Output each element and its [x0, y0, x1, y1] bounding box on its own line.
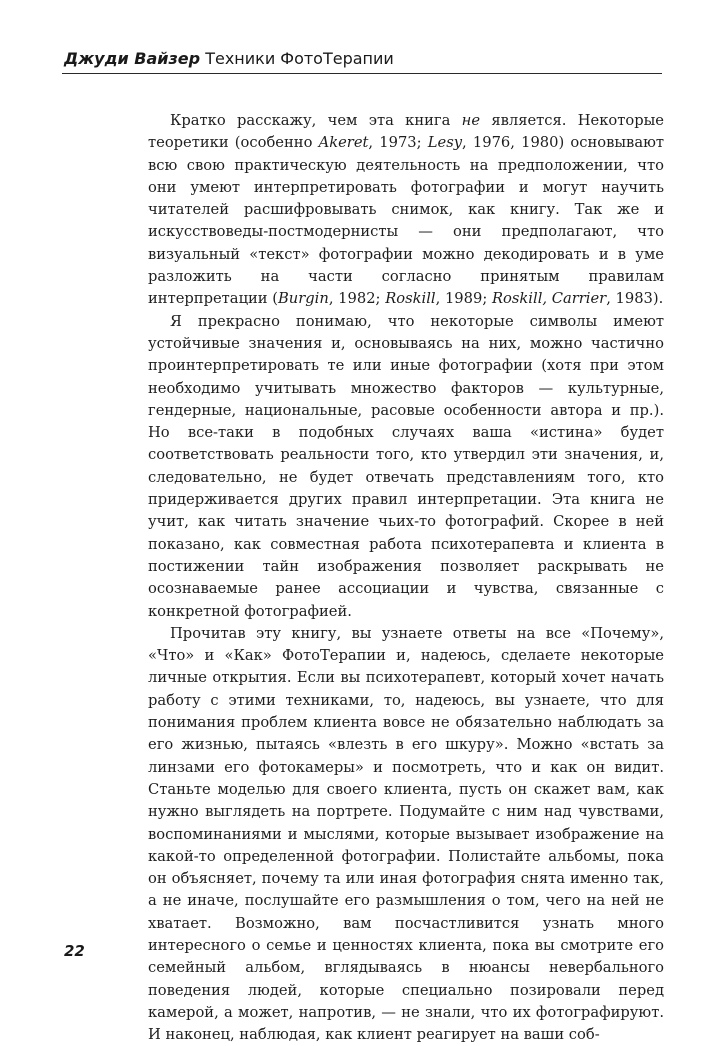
body-text: [148, 110, 664, 1046]
header-rule: [62, 73, 662, 74]
text-run: Я прекрасно понимаю, что некоторые символы имеют устойчивые значения и, основываясь на них, можно частично проинтерпретировать те или иные фотографии (хотя при этом необходимо учитывать множество факторов — культурные, гендерные, национальные, расовые особенности автора и пр.). Но все-таки в подобных случаях ваша «истина» будет соответствовать реальности того, кто утвердил эти значения, и, следовательно, не будет отвечать представлениям того, кто придерживается других правил интерпретации. Эта книга не учит, как читать значение чьих-то фотографий. Скорее в ней показано, как совместная работа психотерапевта и клиента в постижении тайн изображения позволяет раскрывать не осознаваемые ранее ассоциации и чувства, связанные с конкретной фотографией.: [148, 312, 664, 620]
text-run: , 1973;: [368, 134, 428, 152]
text-run: , 1976, 1980) основывают всю свою практическую деятельность на предположении, что они умеют интерпретировать фотографии и могут научить читателей расшифровывать снимок, как книгу. Так же и искусствоведы-постмодернисты — они предполагают, что визуальный «текст» фотографии можно декодировать и в уме разложить на части согласно принятым правилам интерпретации (: [148, 134, 664, 308]
header-book-title: Техники ФотоТерапии: [205, 49, 394, 68]
header-author: Джуди Вайзер: [64, 49, 201, 68]
page-number: 22: [64, 942, 85, 960]
italic-text: Roskill: [385, 290, 436, 308]
running-header: [64, 49, 394, 68]
italic-text: Burgin: [278, 290, 329, 308]
italic-text: не: [461, 112, 481, 129]
italic-text: Akeret: [318, 134, 369, 152]
paragraph: [148, 623, 664, 1046]
italic-text: Lesy: [427, 134, 463, 152]
paragraph: [148, 311, 664, 623]
text-run: Прочитав эту книгу, вы узнаете ответы на все «Почему», «Что» и «Как» ФотоТерапии и, надеюсь, сделаете некоторые личные открытия. Если вы психотерапевт, который хочет начать работу с этими техниками, то, надеюсь, вы узнаете, что для понимания проблем клиента вовсе не обязательно наблюдать за его жизнью, пытаясь «влезть в его шкуру». Можно «встать за линзами его фотокамеры» и посмотреть, что и как он видит. Станьте моделью для своего клиента, пусть он скажет вам, как нужно выглядеть на портрете. Подумайте с ним над чувствами, воспоминаниями и мыслями, которые вызывает изображение на какой-то определенной фотографии. Полистайте альбомы, пока он объясняет, почему та или иная фотография снята именно так, а не иначе, послушайте его размышления о том, чего на ней не хватает. Возможно, вам посчастливится узнать много интересного о семье и ценностях клиента, пока вы смотрите его семейный альбом, вглядываясь в нюансы невербального поведения людей, которые специально позировали перед камерой, а может, напротив, — не знали, что их фотографируют. И наконец, наблюдая, как клиент реагирует на ваши соб-: [148, 624, 664, 1044]
text-run: , 1983).: [606, 290, 664, 308]
text-run: , 1982;: [328, 290, 386, 308]
italic-text: Roskill, Carrier: [491, 290, 607, 308]
text-run: Кратко расскажу, чем эта книга: [170, 112, 462, 129]
text-run: , 1989;: [435, 290, 492, 308]
text-run: является. Некоторые теоретики (особенно: [148, 112, 664, 152]
paragraph: [148, 110, 664, 311]
